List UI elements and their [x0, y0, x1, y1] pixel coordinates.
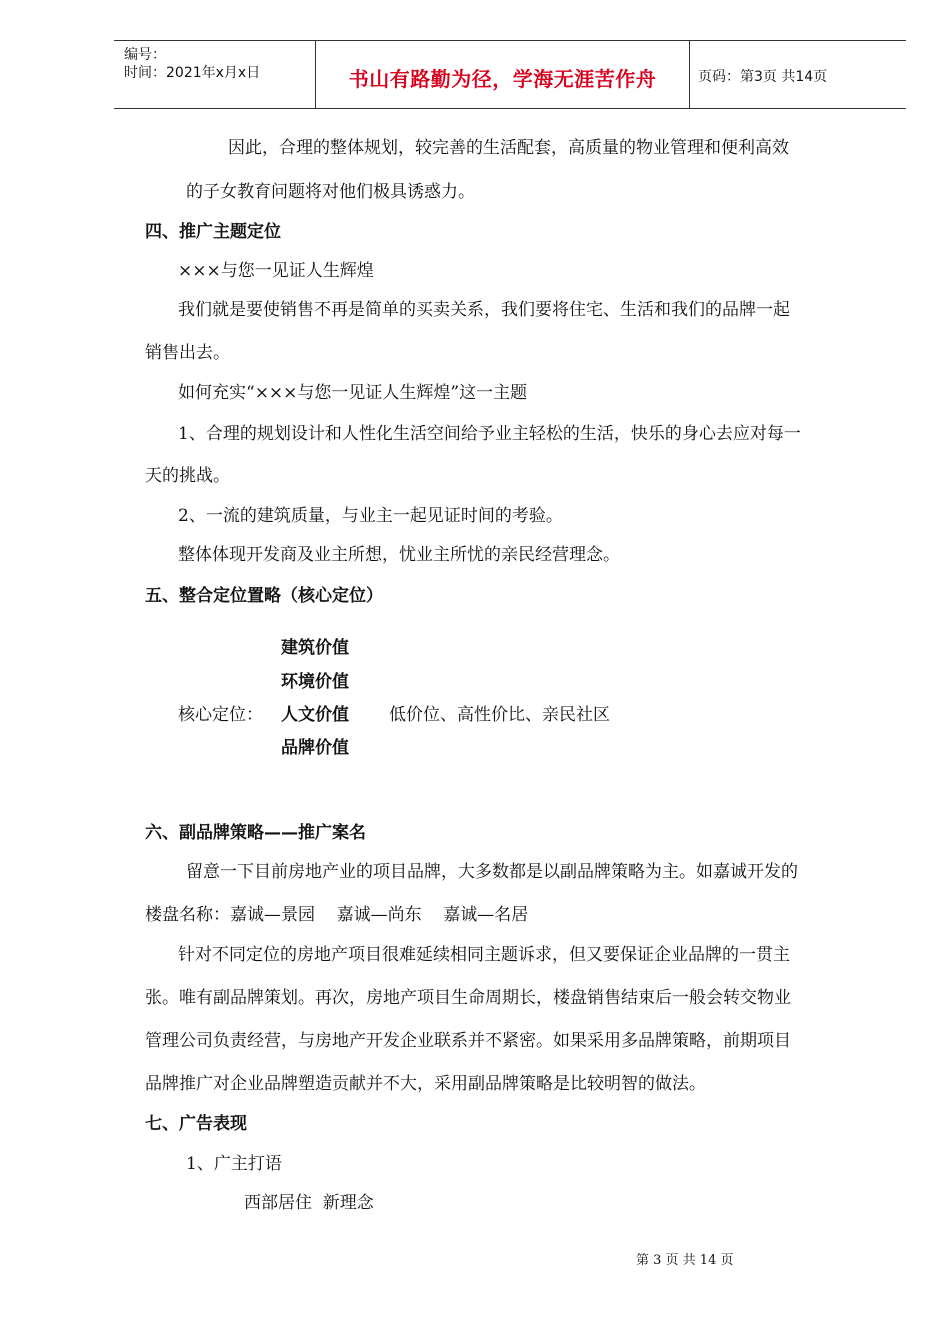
page-header [114, 40, 906, 109]
header-page-info: 页码：第3页 共14页 [698, 69, 828, 85]
core-value-culture: 人文价值 [281, 705, 349, 725]
section-6-para-2-line-3: 管理公司负责经营，与房地产开发企业联系并不紧密。如果采用多品牌策略，前期项目 [145, 1031, 791, 1051]
section-heading-5: 五、整合定位置略（核心定位） [145, 586, 383, 606]
section-6-para-2-line-1: 针对不同定位的房地产项目很难延续相同主题诉求，但又要保证企业品牌的一贯主 [178, 945, 790, 965]
time-label: 时间：2021年x月x日 [124, 65, 261, 81]
section-4-para-3: 整体体现开发商及业主所想，忧业主所忧的亲民经营理念。 [178, 545, 620, 565]
section-4-para-1-line-1: 我们就是要使销售不再是简单的买卖关系，我们要将住宅、生活和我们的品牌一起 [178, 300, 790, 320]
page-footer: 第 3 页 共 14 页 [636, 1253, 734, 1268]
section-6-para-2-line-2: 张。唯有副品牌策划。再次，房地产项目生命周期长，楼盘销售结束后一般会转交物业 [145, 988, 791, 1008]
section-heading-7: 七、广告表现 [145, 1114, 247, 1134]
section-4-para-2: 如何充实“×××与您一见证人生辉煌”这一主题 [178, 383, 528, 403]
section-4-item-2: 2、一流的建筑质量，与业主一起见证时间的考验。 [178, 506, 563, 526]
section-4-item-1-line-2: 天的挑战。 [145, 466, 230, 486]
theme-slogan: ×××与您一见证人生辉煌 [178, 261, 374, 281]
section-heading-4: 四、推广主题定位 [145, 222, 281, 242]
header-motto-cell [316, 41, 690, 108]
header-meta-cell [114, 41, 316, 108]
ad-slogan: 西部居住 新理念 [244, 1193, 374, 1213]
serial-label: 编号： [124, 47, 166, 63]
section-7-item-1: 1、广主打语 [186, 1154, 282, 1174]
core-value-building: 建筑价值 [281, 638, 349, 658]
section-4-para-1-line-2: 销售出去。 [145, 343, 230, 363]
section-6-para-1-line-2: 楼盘名称：嘉诚—景园 嘉诚—尚东 嘉诚—名居 [145, 905, 529, 925]
core-positioning-value: 低价位、高性价比、亲民社区 [389, 705, 610, 725]
section-4-item-1-line-1: 1、合理的规划设计和人性化生活空间给予业主轻松的生活，快乐的身心去应对每一 [178, 424, 801, 444]
core-value-brand: 品牌价值 [281, 738, 349, 758]
section-6-para-2-line-4: 品牌推广对企业品牌塑造贡献并不大，采用副品牌策略是比较明智的做法。 [145, 1074, 706, 1094]
section-heading-6: 六、副品牌策略——推广案名 [145, 823, 366, 843]
header-page-cell [690, 41, 906, 108]
section-6-para-1-line-1: 留意一下目前房地产业的项目品牌，大多数都是以副品牌策略为主。如嘉诚开发的 [186, 862, 798, 882]
header-motto: 书山有路勤为径，学海无涯苦作舟 [348, 67, 657, 91]
para-1-line-1: 因此，合理的整体规划，较完善的生活配套，高质量的物业管理和便利高效 [228, 138, 789, 158]
core-positioning-label: 核心定位： [178, 705, 263, 725]
para-1-line-2: 的子女教育问题将对他们极具诱惑力。 [186, 182, 475, 202]
core-value-environment: 环境价值 [281, 672, 349, 692]
